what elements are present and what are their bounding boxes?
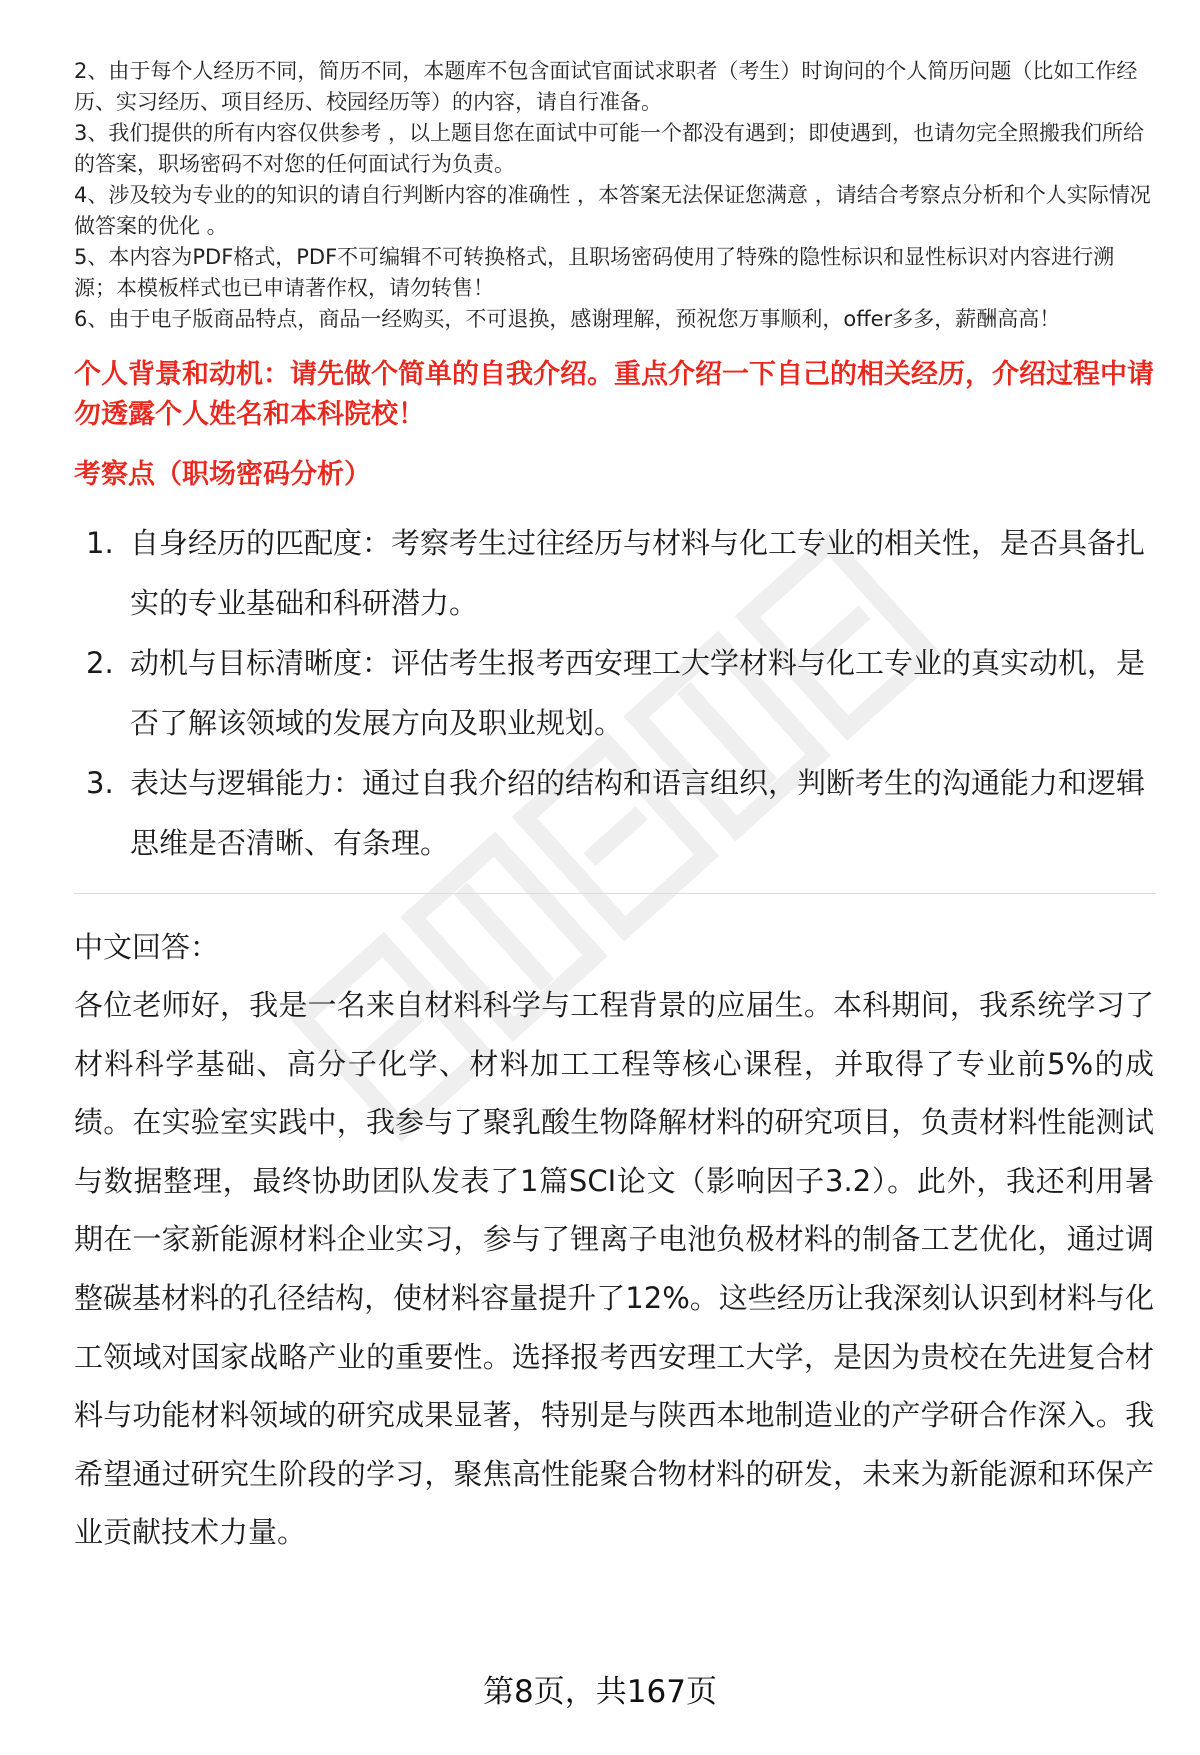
key-point-item xyxy=(74,633,1154,753)
key-point-number: 3. xyxy=(86,766,114,800)
page-content xyxy=(74,56,1154,1562)
key-point-item xyxy=(74,753,1154,873)
question-title: 个人背景和动机：请先做个简单的自我介绍。重点介绍一下自己的相关经历，介绍过程中请勿透露个人姓名和本科院校！ xyxy=(74,359,1154,430)
note-item: 2、由于每个人经历不同，简历不同，本题库不包含面试官面试求职者（考生）时询问的个人简历问题（比如工作经历、实习经历、项目经历、校园经历等）的内容，请自行准备。 xyxy=(74,59,1138,114)
note-item: 3、我们提供的所有内容仅供参考 ，以上题目您在面试中可能一个都没有遇到；即使遇到，也请勿完全照搬我们所给的答案，职场密码不对您的任何面试行为负责。 xyxy=(74,121,1145,176)
note-item: 5、本内容为PDF格式，PDF不可编辑不可转换格式，且职场密码使用了特殊的隐性标识和显性标识对内容进行溯源；本模板样式也已申请著作权，请勿转售！ xyxy=(74,245,1115,300)
key-points-list xyxy=(74,513,1154,873)
key-point-item xyxy=(74,513,1154,633)
answer-label: 中文回答： xyxy=(74,930,220,964)
page-number: 第8页，共167页 xyxy=(483,1674,717,1710)
key-point-number: 2. xyxy=(86,646,114,680)
key-point-number: 1. xyxy=(86,526,114,560)
answer-text: 各位老师好，我是一名来自材料科学与工程背景的应届生。本科期间，我系统学习了材料科学基础、高分子化学、材料加工工程等核心课程，并取得了专业前5%的成绩。在实验室实践中，我参与了聚乳酸生物降解材料的研究项目，负责材料性能测试与数据整理，最终协助团队发表了1篇SCI论文（影响因子3.2）。此外，我还利用暑期在一家新能源材料企业实习，参与了锂离子电池负极材料的制备工艺优化，通过调整碳基材料的孔径结构，使材料容量提升了12%。这些经历让我深刻认识到材料与化工领域对国家战略产业的重要性。选择报考西安理工大学，是因为贵校在先进复合材料与功能材料领域的研究成果显著，特别是与陕西本地制造业的产学研合作深入。我希望通过研究生阶段的学习，聚焦高性能聚合物材料的研发，未来为新能源和环保产业贡献技术力量。 xyxy=(74,988,1154,1550)
key-point-text: 自身经历的匹配度：考察考生过往经历与材料与化工专业的相关性，是否具备扎实的专业基础和科研潜力。 xyxy=(130,526,1146,620)
note-item: 4、涉及较为专业的的知识的请自行判断内容的准确性 ，本答案无法保证您满意 ，请结合考察点分析和个人实际情况做答案的优化 。 xyxy=(74,183,1151,238)
notes-section xyxy=(74,56,1154,335)
section-divider xyxy=(74,893,1156,894)
key-point-text: 动机与目标清晰度：评估考生报考西安理工大学材料与化工专业的真实动机，是否了解该领域的发展方向及职业规划。 xyxy=(130,646,1146,740)
key-points-title: 考察点（职场密码分析） xyxy=(74,459,371,490)
key-point-text: 表达与逻辑能力：通过自我介绍的结构和语言组织，判断考生的沟通能力和逻辑思维是否清晰、有条理。 xyxy=(130,766,1146,860)
note-item: 6、由于电子版商品特点，商品一经购买，不可退换，感谢理解，预祝您万事顺利，offer多多，薪酬高高！ xyxy=(74,307,1061,331)
